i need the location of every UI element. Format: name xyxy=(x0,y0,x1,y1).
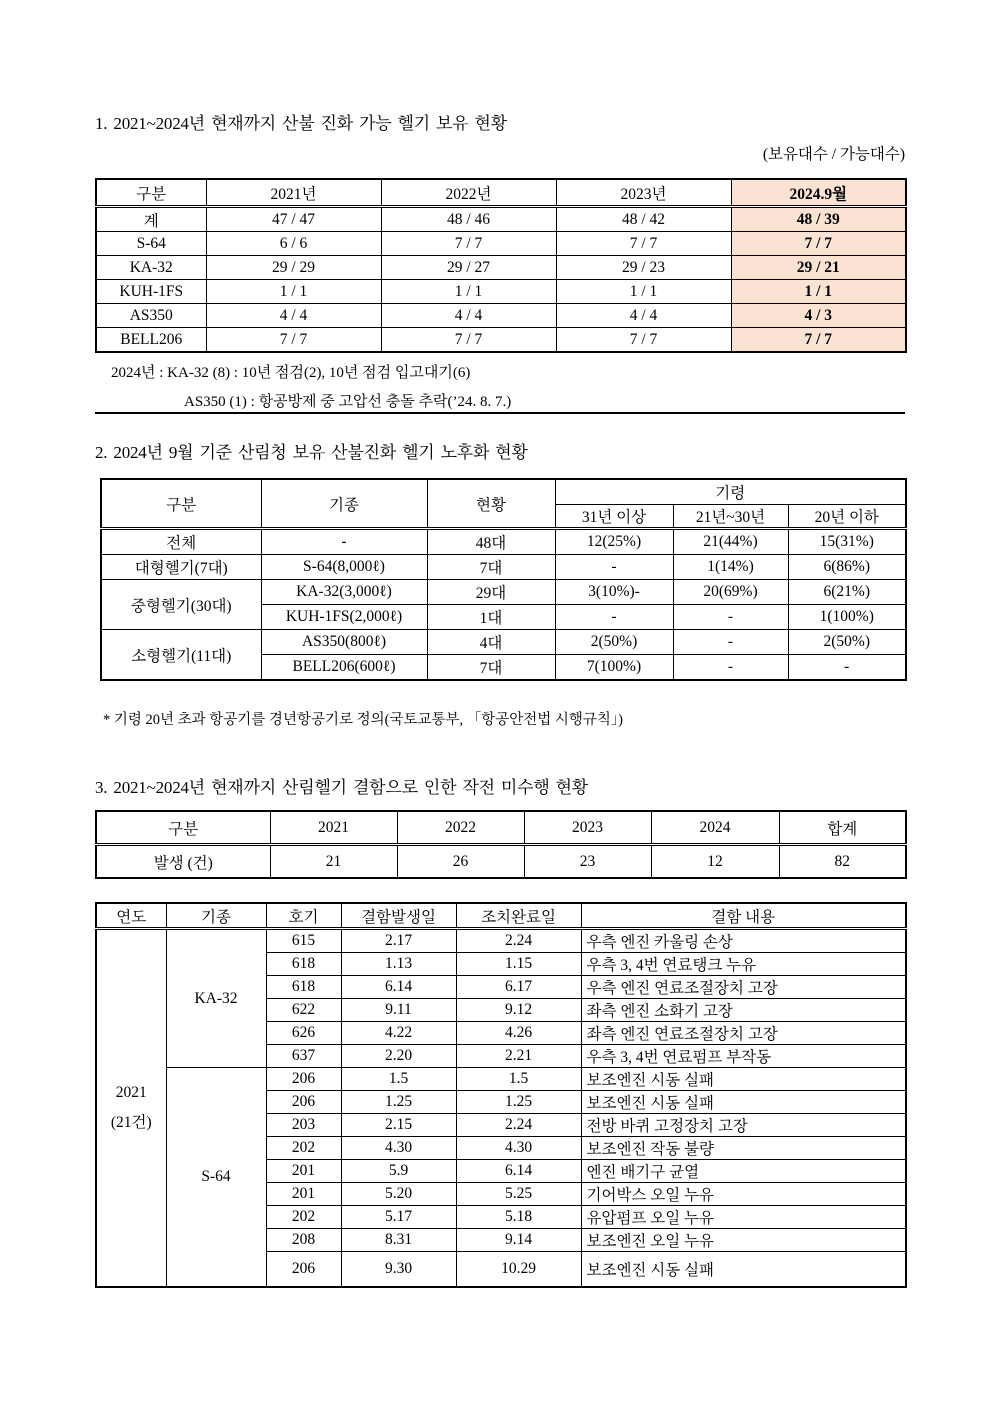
column-header: 31년 이상 xyxy=(555,505,673,529)
column-header: 2022년 xyxy=(381,179,556,207)
table-cell: 1 / 1 xyxy=(556,280,731,304)
column-header: 결함발생일 xyxy=(341,903,456,929)
table-cell: 82 xyxy=(779,845,906,879)
table-cell: 29 / 27 xyxy=(381,256,556,280)
column-header: 2023 xyxy=(524,811,651,845)
table-cell: 20(69%) xyxy=(673,580,788,605)
table-row xyxy=(101,580,906,605)
table-cell: 47 / 47 xyxy=(206,207,381,232)
defect-description: 유압펌프 오일 누유 xyxy=(581,1206,906,1229)
table-cell: KA-32(3,000ℓ) xyxy=(261,580,427,605)
table-cell: 4.22 xyxy=(341,1022,456,1045)
column-header: 구분 xyxy=(101,479,261,529)
table-cell: 23 xyxy=(524,845,651,879)
table-cell: 1(14%) xyxy=(673,555,788,580)
defect-description: 보조엔진 오일 누유 xyxy=(581,1229,906,1252)
column-header: 기령 xyxy=(555,479,906,505)
table-cell: 1.25 xyxy=(341,1091,456,1114)
table-row xyxy=(96,845,906,879)
table-cell: - xyxy=(261,529,427,555)
table-cell: 2.24 xyxy=(456,1114,581,1137)
table-cell: - xyxy=(555,605,673,630)
table-body xyxy=(96,845,906,879)
table-cell: 5.25 xyxy=(456,1183,581,1206)
table-cell: AS350(800ℓ) xyxy=(261,630,427,655)
defect-description: 우측 엔진 연료조절장치 고장 xyxy=(581,976,906,999)
unit-number: 637 xyxy=(266,1045,341,1068)
table-cell: 12(25%) xyxy=(555,529,673,555)
defect-description: 보조엔진 시동 실패 xyxy=(581,1252,906,1288)
table-cell: 8.31 xyxy=(341,1229,456,1252)
table-cell: 6 / 6 xyxy=(206,232,381,256)
column-header: 20년 이하 xyxy=(788,505,906,529)
table-cell: 9.30 xyxy=(341,1252,456,1288)
row-label: 대형헬기(7대) xyxy=(101,555,261,580)
table-header xyxy=(96,811,906,845)
table-cell: 3(10%)- xyxy=(555,580,673,605)
row-label: 중형헬기(30대) xyxy=(101,580,261,630)
table-cell: 9.11 xyxy=(341,999,456,1022)
table-row xyxy=(96,328,906,353)
table-cell: 7대 xyxy=(427,555,555,580)
unit-number: 206 xyxy=(266,1068,341,1091)
unit-number: 208 xyxy=(266,1229,341,1252)
table-row xyxy=(101,555,906,580)
table-cell: 5.17 xyxy=(341,1206,456,1229)
table-cell: 9.12 xyxy=(456,999,581,1022)
defect-description: 좌측 엔진 소화기 고장 xyxy=(581,999,906,1022)
column-header: 결함 내용 xyxy=(581,903,906,929)
table-header xyxy=(96,179,906,207)
column-header: 구분 xyxy=(96,179,206,207)
table-cell: 4 / 4 xyxy=(206,304,381,328)
column-header: 2021 xyxy=(270,811,397,845)
model-cell: KA-32 xyxy=(166,929,266,1068)
defect-description: 전방 바퀴 고정장치 고장 xyxy=(581,1114,906,1137)
year-cell xyxy=(96,929,166,1288)
table-cell: 29 / 21 xyxy=(731,256,906,280)
table-cell: 1 / 1 xyxy=(206,280,381,304)
column-header: 기종 xyxy=(166,903,266,929)
table-cell: 7 / 7 xyxy=(731,232,906,256)
defect-description: 우측 3, 4번 연료탱크 누유 xyxy=(581,953,906,976)
table-cell: 1.5 xyxy=(456,1068,581,1091)
section3-title: 3. 2021~2024년 현재까지 산림헬기 결함으로 인한 작전 미수행 현황 xyxy=(95,778,589,797)
unit-number: 206 xyxy=(266,1252,341,1288)
table-cell: 2(50%) xyxy=(788,630,906,655)
model-cell: S-64 xyxy=(166,1068,266,1288)
table-cell: 5.9 xyxy=(341,1160,456,1183)
table-cell: 29 / 29 xyxy=(206,256,381,280)
table-cell: 48 / 42 xyxy=(556,207,731,232)
table-cell: 48 / 39 xyxy=(731,207,906,232)
table-cell: 7 / 7 xyxy=(381,232,556,256)
table-cell: 6(86%) xyxy=(788,555,906,580)
table-row xyxy=(96,280,906,304)
defect-description: 좌측 엔진 연료조절장치 고장 xyxy=(581,1022,906,1045)
defect-description: 기어박스 오일 누유 xyxy=(581,1183,906,1206)
unit-number: 618 xyxy=(266,953,341,976)
table-cell: 1 / 1 xyxy=(731,280,906,304)
column-header: 연도 xyxy=(96,903,166,929)
table-cell: 4.30 xyxy=(341,1137,456,1160)
table-cell: 7(100%) xyxy=(555,655,673,681)
defect-description: 엔진 배기구 균열 xyxy=(581,1160,906,1183)
table-cell: 2.20 xyxy=(341,1045,456,1068)
unit-number: 202 xyxy=(266,1137,341,1160)
table-cell: S-64(8,000ℓ) xyxy=(261,555,427,580)
table-cell: 5.20 xyxy=(341,1183,456,1206)
table-cell: 29대 xyxy=(427,580,555,605)
table-cell: 4.26 xyxy=(456,1022,581,1045)
table-row xyxy=(96,256,906,280)
cell-line: 2021 xyxy=(115,1084,147,1101)
defect-description: 보조엔진 시동 실패 xyxy=(581,1068,906,1091)
table-cell: 7 / 7 xyxy=(206,328,381,353)
column-header: 현황 xyxy=(427,479,555,529)
table-cell: 4 / 4 xyxy=(556,304,731,328)
document-page xyxy=(95,0,905,1403)
table-cell: 29 / 23 xyxy=(556,256,731,280)
table-cell: 21(44%) xyxy=(673,529,788,555)
table-row xyxy=(101,529,906,555)
table-row xyxy=(96,304,906,328)
table-cell: 48대 xyxy=(427,529,555,555)
column-header: 조치완료일 xyxy=(456,903,581,929)
table-cell: 6.14 xyxy=(341,976,456,999)
table-cell: 1.5 xyxy=(341,1068,456,1091)
unit-number: 202 xyxy=(266,1206,341,1229)
column-header: 2024.9월 xyxy=(731,179,906,207)
column-header: 2022 xyxy=(397,811,524,845)
table-cell: 7 / 7 xyxy=(381,328,556,353)
column-header: 구분 xyxy=(96,811,270,845)
table-cell: 1 / 1 xyxy=(381,280,556,304)
table-row xyxy=(96,1068,906,1091)
table-cell: 6.14 xyxy=(456,1160,581,1183)
table-cell: 2(50%) xyxy=(555,630,673,655)
table-cell: 7대 xyxy=(427,655,555,681)
table-cell: 2.17 xyxy=(341,929,456,953)
footnote-2024-ka32: 2024년 : KA-32 (8) : 10년 점검(2), 10년 점검 입고대기(6) xyxy=(111,365,471,381)
unit-number: 206 xyxy=(266,1091,341,1114)
table-row xyxy=(96,207,906,232)
row-label: BELL206 xyxy=(96,328,206,353)
table-row xyxy=(96,929,906,953)
footnote-as350: AS350 (1) : 항공방제 중 고압선 충돌 추락(’24. 8. 7.) xyxy=(184,394,512,410)
table-body xyxy=(101,529,906,681)
unit-note: (보유대수 / 가능대수) xyxy=(762,146,905,163)
column-header: 2021년 xyxy=(206,179,381,207)
helicopter-ownership-table xyxy=(95,178,907,353)
cell-line: (21건) xyxy=(110,1114,152,1131)
table-cell: 7 / 7 xyxy=(731,328,906,353)
unit-number: 615 xyxy=(266,929,341,953)
row-label: AS350 xyxy=(96,304,206,328)
row-label: 발생 (건) xyxy=(96,845,270,879)
table-cell: - xyxy=(673,630,788,655)
separator-line xyxy=(95,412,905,414)
row-label: 소형헬기(11대) xyxy=(101,630,261,681)
table-cell: KUH-1FS(2,000ℓ) xyxy=(261,605,427,630)
table-cell: 4대 xyxy=(427,630,555,655)
column-header: 합계 xyxy=(779,811,906,845)
table-row xyxy=(101,630,906,655)
footnote-aged-aircraft-definition: * 기령 20년 초과 항공기를 경년항공기로 정의(국토교통부, 「항공안전법 시행규칙」) xyxy=(103,712,623,728)
unit-number: 201 xyxy=(266,1160,341,1183)
unit-number: 618 xyxy=(266,976,341,999)
table-cell: 12 xyxy=(651,845,779,879)
table-header xyxy=(96,903,906,929)
unit-number: 622 xyxy=(266,999,341,1022)
table-cell: 6.17 xyxy=(456,976,581,999)
table-cell: 1.15 xyxy=(456,953,581,976)
table-cell: 7 / 7 xyxy=(556,232,731,256)
table-cell: 10.29 xyxy=(456,1252,581,1288)
defect-description: 보조엔진 작동 불량 xyxy=(581,1137,906,1160)
row-label: KUH-1FS xyxy=(96,280,206,304)
table-cell: 1(100%) xyxy=(788,605,906,630)
table-cell: 2.21 xyxy=(456,1045,581,1068)
column-header: 2023년 xyxy=(556,179,731,207)
table-header xyxy=(101,479,906,529)
row-label: KA-32 xyxy=(96,256,206,280)
row-label: 전체 xyxy=(101,529,261,555)
table-cell: 48 / 46 xyxy=(381,207,556,232)
table-cell: 2.15 xyxy=(341,1114,456,1137)
row-label: S-64 xyxy=(96,232,206,256)
unit-number: 201 xyxy=(266,1183,341,1206)
defect-description: 보조엔진 시동 실패 xyxy=(581,1091,906,1114)
table-cell: 26 xyxy=(397,845,524,879)
table-cell: 1대 xyxy=(427,605,555,630)
table-cell: 1.25 xyxy=(456,1091,581,1114)
section1-title: 1. 2021~2024년 현재까지 산불 진화 가능 헬기 보유 현황 xyxy=(95,114,507,133)
header-row xyxy=(96,179,906,207)
table-cell: 21 xyxy=(270,845,397,879)
column-header: 호기 xyxy=(266,903,341,929)
table-body xyxy=(96,207,906,353)
table-cell: 1.13 xyxy=(341,953,456,976)
helicopter-aging-table xyxy=(100,478,907,681)
table-cell: 4 / 4 xyxy=(381,304,556,328)
table-cell: 4 / 3 xyxy=(731,304,906,328)
column-header: 2024 xyxy=(651,811,779,845)
header-row xyxy=(96,811,906,845)
table-row xyxy=(96,232,906,256)
table-cell: 7 / 7 xyxy=(556,328,731,353)
table-cell: 15(31%) xyxy=(788,529,906,555)
table-body xyxy=(96,929,906,1288)
column-header: 21년~30년 xyxy=(673,505,788,529)
header-row xyxy=(96,903,906,929)
table-cell: - xyxy=(555,555,673,580)
defect-description: 우측 엔진 카울링 손상 xyxy=(581,929,906,953)
column-header: 기종 xyxy=(261,479,427,529)
section2-title: 2. 2024년 9월 기준 산림청 보유 산불진화 헬기 노후화 현황 xyxy=(95,443,528,462)
table-cell: - xyxy=(673,605,788,630)
defect-description: 우측 3, 4번 연료펌프 부작동 xyxy=(581,1045,906,1068)
defect-detail-table xyxy=(95,902,907,1288)
table-cell: 2.24 xyxy=(456,929,581,953)
table-cell: 4.30 xyxy=(456,1137,581,1160)
unit-number: 203 xyxy=(266,1114,341,1137)
table-cell: - xyxy=(673,655,788,681)
table-cell: 5.18 xyxy=(456,1206,581,1229)
row-label: 계 xyxy=(96,207,206,232)
table-cell: 9.14 xyxy=(456,1229,581,1252)
header-row xyxy=(101,479,906,505)
table-cell: 6(21%) xyxy=(788,580,906,605)
mission-failure-summary-table xyxy=(95,810,907,879)
unit-number: 626 xyxy=(266,1022,341,1045)
table-cell: BELL206(600ℓ) xyxy=(261,655,427,681)
table-cell: - xyxy=(788,655,906,681)
